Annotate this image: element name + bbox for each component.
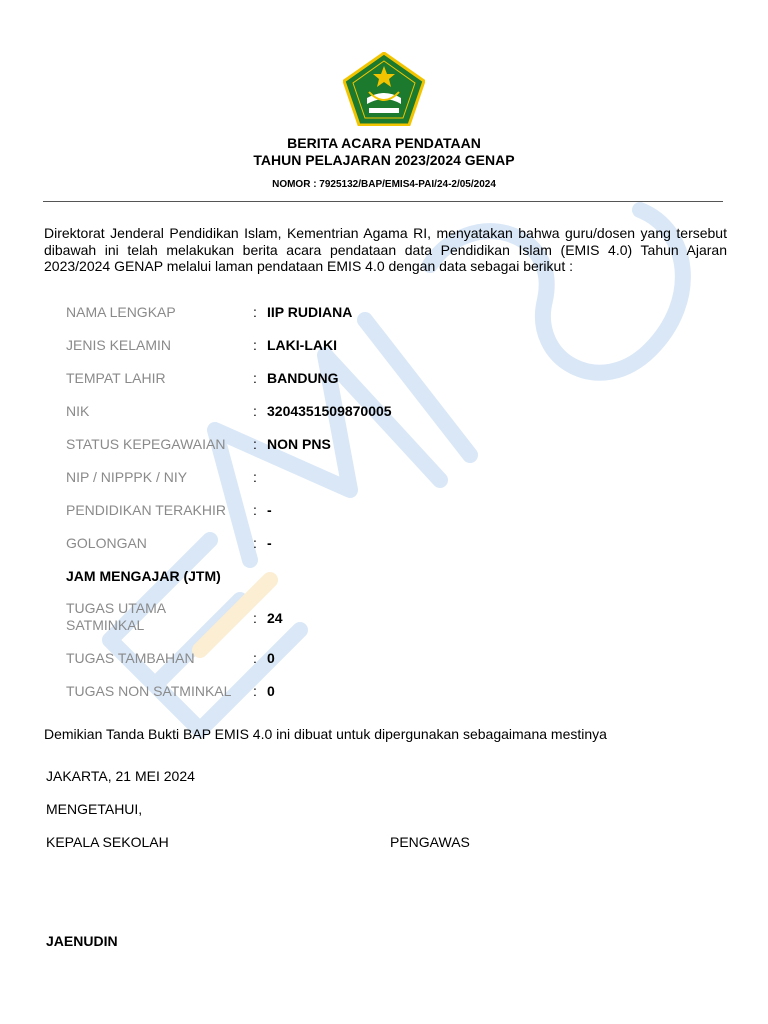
acknowledged-label: MENGETAHUI, [46, 801, 143, 817]
jtm-colon: : [253, 610, 257, 626]
field-label: JENIS KELAMIN [66, 337, 172, 353]
jtm-colon: : [253, 650, 257, 666]
document-title: BERITA ACARA PENDATAAN [287, 135, 481, 151]
field-colon: : [253, 502, 257, 518]
jtm-value: 24 [267, 610, 283, 626]
field-colon: : [253, 304, 257, 320]
field-label: GOLONGAN [66, 535, 147, 551]
field-label: PENDIDIKAN TERAKHIR [66, 502, 226, 518]
field-value: NON PNS [267, 436, 331, 452]
field-colon: : [253, 403, 257, 419]
field-colon: : [253, 337, 257, 353]
field-label: TEMPAT LAHIR [66, 370, 166, 386]
field-row [0, 337, 768, 370]
field-value: - [267, 502, 272, 518]
field-row [0, 304, 768, 337]
jtm-label: TUGAS TAMBAHAN [66, 650, 195, 666]
header-divider [43, 201, 723, 202]
field-label: NAMA LENGKAP [66, 304, 176, 320]
jtm-colon: : [253, 683, 257, 699]
field-label: NIP / NIPPPK / NIY [66, 469, 188, 485]
jtm-value: 0 [267, 650, 275, 666]
field-value: 3204351509870005 [267, 403, 392, 419]
jtm-label: TUGAS UTAMA SATMINKAL [66, 600, 166, 633]
field-row [0, 436, 768, 469]
document-subtitle: TAHUN PELAJARAN 2023/2024 GENAP [253, 152, 515, 168]
field-value: - [267, 535, 272, 551]
supervisor-role: PENGAWAS [390, 834, 470, 850]
field-colon: : [253, 535, 257, 551]
jtm-heading: JAM MENGAJAR (JTM) [66, 568, 221, 584]
jtm-row [0, 683, 768, 716]
field-row [0, 502, 768, 535]
principal-name: JAENUDIN [46, 933, 118, 949]
field-label: NIK [66, 403, 90, 419]
field-colon: : [253, 436, 257, 452]
field-row [0, 370, 768, 403]
field-label: STATUS KEPEGAWAIAN [66, 436, 226, 452]
field-value: BANDUNG [267, 370, 339, 386]
field-row [0, 403, 768, 436]
jtm-row [0, 600, 768, 640]
jtm-label: TUGAS NON SATMINKAL [66, 683, 232, 699]
jtm-row [0, 650, 768, 683]
kemenag-logo [343, 52, 425, 126]
document-number: NOMOR : 7925132/BAP/EMIS4-PAI/24-2/05/2024 [272, 179, 496, 190]
field-value: LAKI-LAKI [267, 337, 337, 353]
principal-role: KEPALA SEKOLAH [46, 834, 169, 850]
intro-paragraph: Direktorat Jenderal Pendidikan Islam, Kementrian Agama RI, menyatakan bahwa guru/dosen yang tersebut dibawah ini telah melakukan berita acara pendataan data Pendidikan Islam (EMIS 4.0) Tahun Ajaran 2023/2024 GENAP melalui laman pendataan EMIS 4.0 dengan data sebagai berikut : [44, 225, 727, 274]
field-row [0, 535, 768, 568]
jtm-value: 0 [267, 683, 275, 699]
field-value: IIP RUDIANA [267, 304, 353, 320]
field-colon: : [253, 370, 257, 386]
field-colon: : [253, 469, 257, 485]
closing-statement: Demikian Tanda Bukti BAP EMIS 4.0 ini dibuat untuk dipergunakan sebagaimana mestinya [44, 726, 607, 742]
field-row [0, 469, 768, 502]
place-date: JAKARTA, 21 MEI 2024 [46, 768, 195, 784]
